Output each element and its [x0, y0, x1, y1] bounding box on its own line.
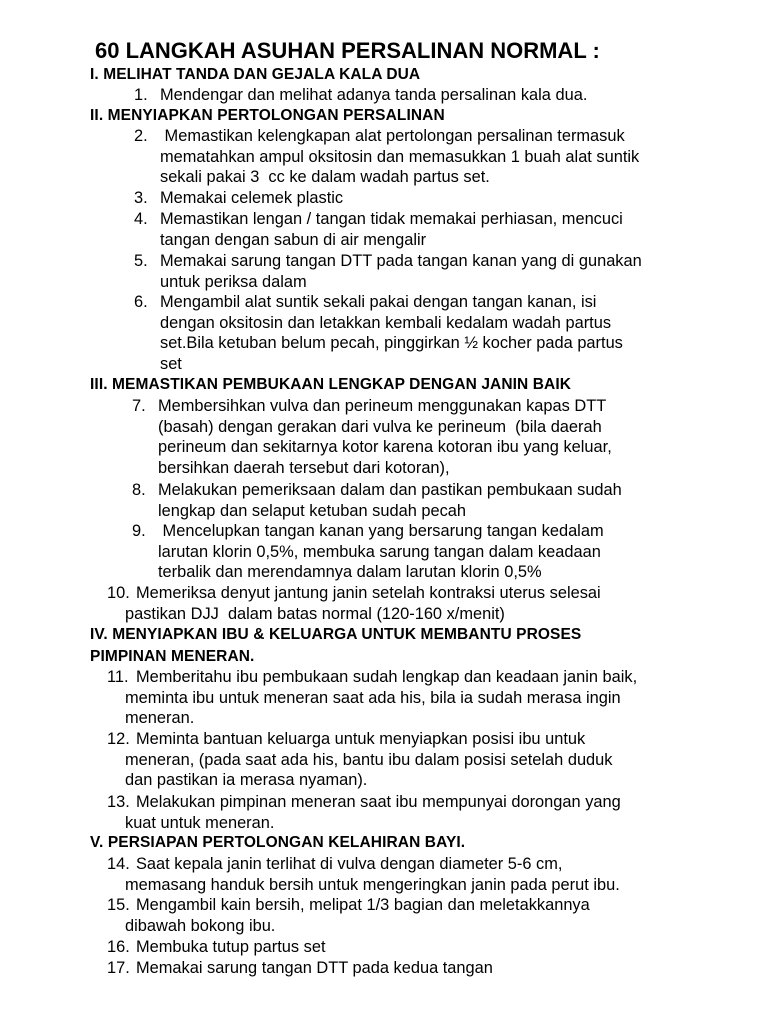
step-number: 4.: [134, 210, 148, 228]
step-number: 3.: [134, 189, 148, 207]
section-heading-4-cont: PIMPINAN MENERAN.: [90, 648, 255, 665]
step-7: [132, 396, 718, 479]
step-text: Saat kepala janin terlihat di vulva dengan diameter 5-6 cm, memasang handuk bersih untuk mengeringkan janin pada perut ibu.: [125, 855, 620, 894]
step-text: Mengambil kain bersih, melipat 1/3 bagian dan meletakkannya dibawah bokong ibu.: [125, 896, 590, 935]
step-number: 6.: [134, 293, 148, 311]
step-number: 12.: [107, 730, 130, 748]
step-number: 7.: [132, 397, 146, 415]
page-title: 60 LANGKAH ASUHAN PERSALINAN NORMAL :: [95, 38, 600, 63]
step-number: 10.: [107, 584, 130, 602]
step-text: Memberitahu ibu pembukaan sudah lengkap dan keadaan janin baik, meminta ibu untuk meneran saat ada his, bila ia sudah merasa ingin meneran.: [125, 668, 638, 728]
step-17: [107, 958, 725, 979]
step-number: 9.: [132, 522, 146, 540]
section-heading-5: V. PERSIAPAN PERTOLONGAN KELAHIRAN BAYI.: [90, 834, 466, 851]
step-text: Mendengar dan melihat adanya tanda persalinan kala dua.: [160, 86, 588, 104]
section-heading-4: IV. MENYIAPKAN IBU & KELUARGA UNTUK MEMBANTU PROSES: [90, 626, 582, 643]
step-4: [134, 209, 720, 250]
step-number: 16.: [107, 938, 130, 956]
step-text: Memakai sarung tangan DTT pada tangan kanan yang di gunakan untuk periksa dalam: [160, 252, 642, 291]
step-text: Memakai sarung tangan DTT pada kedua tangan: [136, 959, 493, 977]
step-number: 14.: [107, 855, 130, 873]
step-text: Memeriksa denyut jantung janin setelah kontraksi uterus selesai pastikan DJJ dalam batas normal (120-160 x/menit): [125, 584, 601, 623]
step-number: 1.: [134, 86, 148, 104]
step-8: [132, 480, 718, 521]
step-number: 2.: [134, 127, 148, 145]
step-text: Mencelupkan tangan kanan yang bersarung tangan kedalam larutan klorin 0,5%, membuka sarung tangan dalam keadaan terbalik dan merendamnya dalam larutan klorin 0,5%: [158, 522, 604, 582]
step-13: [107, 792, 725, 833]
step-text: Meminta bantuan keluarga untuk menyiapkan posisi ibu untuk meneran, (pada saat ada his, bantu ibu dalam posisi setelah duduk dan pastikan ia merasa nyaman).: [125, 730, 613, 790]
step-14: [107, 854, 725, 895]
step-9: [132, 521, 718, 583]
step-number: 11.: [107, 668, 129, 686]
step-12: [107, 729, 725, 791]
section-heading-2: II. MENYIAPKAN PERTOLONGAN PERSALINAN: [90, 107, 445, 124]
step-3: [134, 188, 720, 209]
step-6: [134, 292, 720, 375]
step-16: [107, 937, 725, 958]
section-heading-1: I. MELIHAT TANDA DAN GEJALA KALA DUA: [90, 66, 421, 83]
step-text: Mengambil alat suntik sekali pakai dengan tangan kanan, isi dengan oksitosin dan letakkan kembali kedalam wadah partus set.Bila ketuban belum pecah, pinggirkan ½ kocher pada partus set: [160, 293, 623, 374]
step-number: 8.: [132, 481, 146, 499]
section-heading-3: III. MEMASTIKAN PEMBUKAAN LENGKAP DENGAN JANIN BAIK: [90, 376, 572, 393]
step-15: [107, 895, 725, 936]
step-text: Membersihkan vulva dan perineum menggunakan kapas DTT (basah) dengan gerakan dari vulva ke perineum (bila daerah perineum dan sekitarnya kotor karena kotoran ibu yang keluar, bersihkan daerah tersebut dari kotoran),: [158, 397, 612, 478]
step-1: [134, 85, 720, 106]
step-text: Melakukan pimpinan meneran saat ibu mempunyai dorongan yang kuat untuk meneran.: [125, 793, 621, 832]
step-text: Memastikan lengan / tangan tidak memakai perhiasan, mencuci tangan dengan sabun di air mengalir: [160, 210, 623, 249]
step-number: 13.: [107, 793, 130, 811]
step-11: [107, 667, 725, 729]
step-text: Memakai celemek plastic: [160, 189, 344, 207]
step-10: [107, 583, 725, 624]
step-text: Membuka tutup partus set: [136, 938, 326, 956]
step-2: [134, 126, 720, 188]
step-5: [134, 251, 720, 292]
step-text: Memastikan kelengkapan alat pertolongan persalinan termasuk mematahkan ampul oksitosin dan memasukkan 1 buah alat suntik sekali pakai 3 cc ke dalam wadah partus set.: [160, 127, 640, 187]
step-number: 5.: [134, 252, 148, 270]
step-text: Melakukan pemeriksaan dalam dan pastikan pembukaan sudah lengkap dan selaput ketuban sudah pecah: [158, 481, 622, 520]
step-number: 15.: [107, 896, 130, 914]
step-number: 17.: [107, 959, 130, 977]
